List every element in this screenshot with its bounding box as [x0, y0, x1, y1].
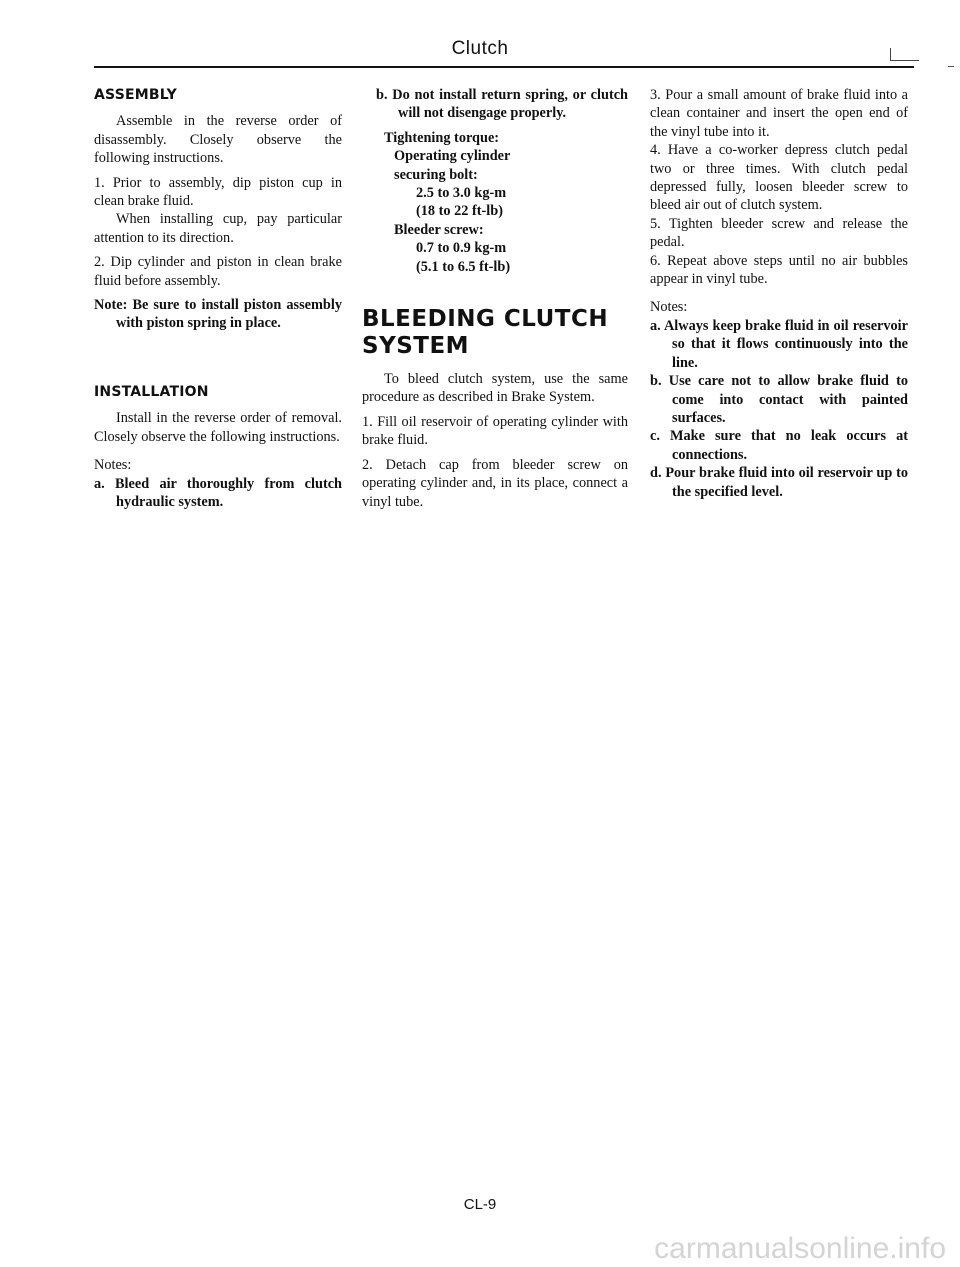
- assembly-note: Note: Be sure to install piston assembly with piston spring in place.: [94, 297, 342, 332]
- bleeding-heading: [362, 306, 628, 360]
- header-rule: [94, 66, 914, 68]
- installation-intro: Install in the reverse order of removal. Closely observe the following instructions.: [94, 410, 342, 445]
- spec-item-1-name: Operating cylinder: [394, 148, 511, 165]
- watermark: carmanualsonline.info: [654, 1232, 946, 1265]
- bleeding-step-4: 4. Have a co-worker depress clutch pedal two or three times. With clutch pedal depressed fully, loosen bleeder screw to bleed air out of clutch system.: [650, 142, 908, 214]
- bleeding-heading-line-1: BLEEDING CLUTCH: [362, 306, 609, 333]
- bleeding-step-3: 3. Pour a small amount of brake fluid into a clean container and insert the open end of the vinyl tube into it.: [650, 87, 908, 140]
- bleeding-step-1: 1. Fill oil reservoir of operating cylinder with brake fluid.: [362, 413, 628, 449]
- installation-note-a: a. Bleed air thoroughly from clutch hydraulic system.: [94, 475, 342, 510]
- assembly-intro: Assemble in the reverse order of disassembly. Closely observe the following instructions.: [94, 113, 342, 167]
- column-left: [94, 86, 342, 517]
- column-middle: [362, 86, 628, 517]
- column-right: [650, 86, 908, 501]
- bleeding-note-b: b. Use care not to allow brake fluid to come into contact with painted surfaces.: [650, 373, 908, 426]
- installation-heading: INSTALLATION: [94, 383, 209, 400]
- assembly-step-1: 1. Prior to assembly, dip piston cup in clean brake fluid.: [94, 174, 342, 210]
- installation-note-b: b. Do not install return spring, or clutch will not disengage properly.: [376, 87, 628, 122]
- spec-item-2-value: 0.7 to 0.9 kg-m: [416, 240, 507, 257]
- spec-item-2-value-imperial: (5.1 to 6.5 ft-lb): [416, 258, 511, 275]
- spec-item-1-value-imperial: (18 to 22 ft-lb): [416, 203, 503, 220]
- installation-notes-label: Notes:: [94, 457, 132, 474]
- bleeding-note-c: c. Make sure that no leak occurs at connections.: [650, 428, 908, 463]
- assembly-step-1-continued: When installing cup, pay particular attention to its direction.: [94, 211, 342, 246]
- bleeding-note-d: d. Pour brake fluid into oil reservoir up to the specified level.: [650, 465, 908, 500]
- header-corner-tick: [948, 66, 954, 67]
- spec-item-2-name: Bleeder screw:: [394, 221, 484, 238]
- bleeding-heading-line-2: SYSTEM: [362, 333, 470, 360]
- bleeding-step-5: 5. Tighten bleeder screw and release the pedal.: [650, 215, 908, 251]
- bleeding-step-6: 6. Repeat above steps until no air bubbles appear in vinyl tube.: [650, 252, 908, 288]
- assembly-step-2: 2. Dip cylinder and piston in clean brake fluid before assembly.: [94, 254, 342, 289]
- spec-label: Tightening torque:: [384, 129, 500, 146]
- section-spacer: [94, 339, 342, 383]
- section-spacer: [362, 276, 628, 306]
- bleeding-note-a: a. Always keep brake fluid in oil reservoir so that it flows continuously into the line.: [650, 317, 908, 371]
- bleeding-step-2: 2. Detach cap from bleeder screw on operating cylinder and, in its place, connect a vinyl tube.: [362, 456, 628, 510]
- page-number: CL-9: [463, 1196, 497, 1213]
- assembly-heading: ASSEMBLY: [94, 87, 178, 103]
- page-header-title: Clutch: [451, 38, 509, 59]
- tightening-torque-spec: [384, 129, 628, 276]
- spec-item-1-name-cont: securing bolt:: [394, 166, 478, 183]
- header-corner-mark: [890, 48, 919, 61]
- spec-item-1-value: 2.5 to 3.0 kg-m: [416, 185, 507, 202]
- bleeding-intro: To bleed clutch system, use the same procedure as described in Brake System.: [362, 371, 628, 406]
- bleeding-notes-label: Notes:: [650, 299, 688, 316]
